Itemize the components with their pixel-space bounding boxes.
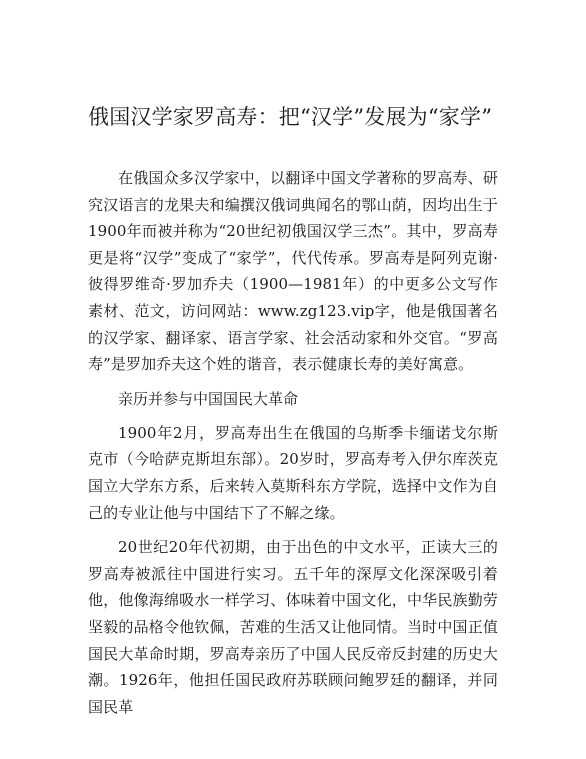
intro-paragraph: 在俄国众多汉学家中，以翻译中国文学著称的罗高寿、研究汉语言的龙果夫和编撰汉俄词典闻名的鄂山荫，因均出生于1900年而被并称为“20世纪初俄国汉学三杰”。其中，罗高寿更是将“汉学”变成了“家学”，代代传承。罗高寿是阿列克谢·彼得罗维奇·罗加乔夫（1900—1981年）的中更多公文写作素材、范文，访问网站：www.zg123.vip字，他是俄国著名的汉学家、翻译家、语言学家、社会活动家和外交官。“罗高寿”是罗加乔夫这个姓的谐音，表示健康长寿的美好寓意。 <box>88 169 498 374</box>
body-paragraph-birth: 1900年2月，罗高寿出生在俄国的乌斯季卡缅诺戈尔斯克市（今哈萨克斯坦东部）。20岁时，罗高寿考入伊尔库茨克国立大学东方系，后来转入莫斯科东方学院，选择中文作为自己的专业让他与中国结下了不解之缘。 <box>88 423 498 522</box>
article-title: 俄国汉学家罗高寿：把“汉学”发展为“家学” <box>88 105 493 129</box>
section-heading: 亲历并参与中国国民大革命 <box>118 389 299 408</box>
article-body <box>88 165 498 720</box>
body-paragraph-china: 20世纪20年代初期，由于出色的中文水平，正读大三的罗高寿被派往中国进行实习。五千年的深厚文化深深吸引着他，他像海绵吸水一样学习、体味着中国文化，中华民族勤劳坚毅的品格令他钦佩，苦难的生活又让他同情。当时中国正值国民大革命时期，罗高寿亲历了中国人民反帝反封建的历史大潮。1926年，他担任国民政府苏联顾问鲍罗廷的翻译，并同国民革 <box>88 538 498 716</box>
